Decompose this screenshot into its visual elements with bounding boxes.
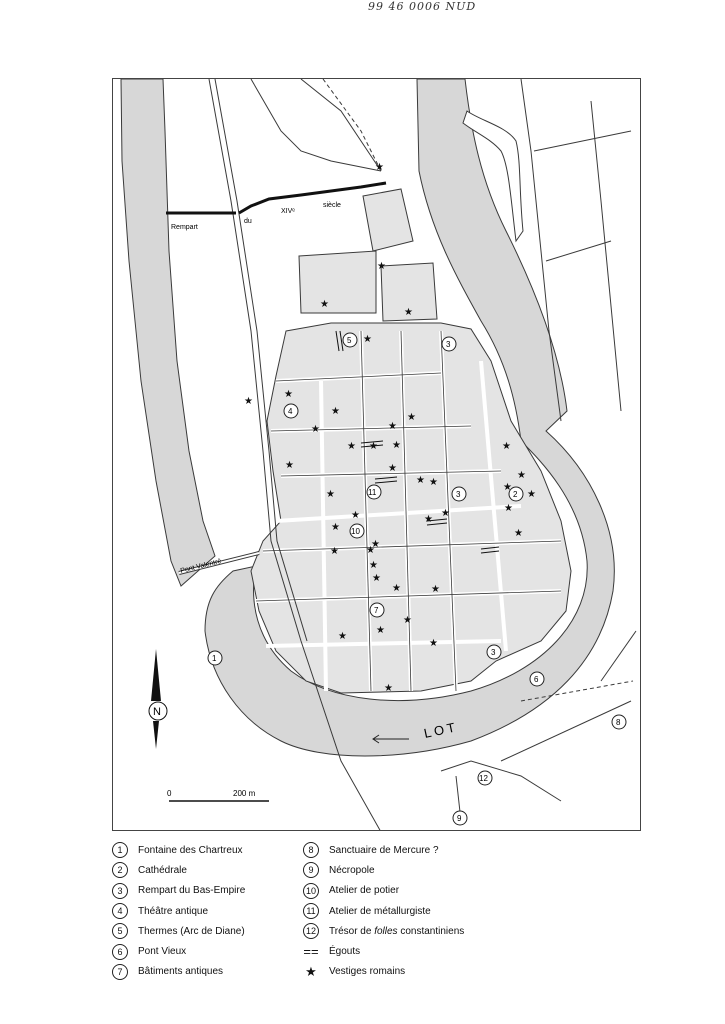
legend-label: Pont Vieux (138, 946, 187, 958)
svg-text:★: ★ (375, 162, 384, 173)
svg-text:★: ★ (284, 389, 293, 400)
svg-text:★: ★ (388, 421, 397, 432)
svg-text:★: ★ (431, 584, 440, 595)
rampart-label-3: XIVᵉ (281, 208, 295, 215)
svg-text:2: 2 (513, 490, 518, 499)
svg-text:12: 12 (479, 774, 488, 783)
site-marker-4 (284, 404, 298, 418)
site-marker-7 (370, 603, 384, 617)
legend-label: Atelier de métallurgiste (329, 905, 431, 917)
svg-text:8: 8 (616, 718, 621, 727)
rampart-label-1: Rempart (171, 224, 198, 231)
svg-text:4: 4 (288, 407, 293, 416)
svg-text:★: ★ (502, 441, 511, 452)
scale-distance: 200 m (233, 789, 256, 798)
svg-text:1: 1 (212, 654, 217, 663)
legend-item (303, 881, 464, 901)
legend-number: 10 (303, 883, 319, 899)
svg-text:★: ★ (369, 441, 378, 452)
site-marker-8 (612, 715, 626, 729)
bridge-label: Pont Valentré (179, 558, 223, 575)
legend-label: Rempart du Bas-Empire (138, 885, 246, 897)
city-north (299, 251, 376, 313)
svg-text:6: 6 (534, 675, 539, 684)
legend-label: Égouts (329, 946, 361, 958)
legend-label: Thermes (Arc de Diane) (138, 925, 245, 937)
svg-text:★: ★ (424, 514, 433, 525)
site-marker-11 (367, 485, 381, 499)
legend-item (303, 941, 464, 961)
legend-item (112, 860, 245, 880)
svg-text:★: ★ (372, 573, 381, 584)
svg-text:3: 3 (491, 648, 496, 657)
svg-text:★: ★ (326, 489, 335, 500)
svg-text:★: ★ (371, 539, 380, 550)
site-marker-3a (442, 337, 456, 351)
legend-label: Atelier de potier (329, 885, 400, 897)
legend-number: 2 (112, 862, 128, 878)
legend-number: 1 (112, 842, 128, 858)
legend-number: 8 (303, 842, 319, 858)
site-marker-6 (530, 672, 544, 686)
legend-item (303, 840, 464, 860)
site-marker-12 (478, 771, 492, 785)
legend-number: 6 (112, 944, 128, 960)
svg-text:★: ★ (369, 560, 378, 571)
legend-item (112, 962, 245, 982)
legend-left (112, 840, 245, 982)
svg-text:11: 11 (368, 488, 377, 497)
scale-bar (167, 789, 269, 801)
svg-text:7: 7 (374, 606, 379, 615)
svg-text:★: ★ (404, 307, 413, 318)
svg-text:★: ★ (403, 615, 412, 626)
svg-text:★: ★ (331, 522, 340, 533)
legend-number: 11 (303, 903, 319, 919)
legend-item (303, 901, 464, 921)
legend-number: 7 (112, 964, 128, 980)
site-marker-9 (453, 811, 467, 825)
site-marker-1 (208, 651, 222, 665)
legend-label: Bâtiments antiques (138, 966, 224, 978)
svg-text:★: ★ (514, 528, 523, 539)
legend-label: Trésor de folles constantiniens (329, 925, 465, 937)
svg-text:★: ★ (331, 406, 340, 417)
legend-item (112, 901, 245, 921)
svg-text:★: ★ (311, 424, 320, 435)
svg-text:★: ★ (366, 545, 375, 556)
legend-item (112, 921, 245, 941)
legend-item (303, 921, 464, 941)
legend-label: Nécropole (329, 864, 375, 876)
svg-text:★: ★ (377, 261, 386, 272)
rampart-label-2: du (244, 218, 252, 225)
site-marker-10 (350, 524, 364, 538)
north-arrow (149, 649, 167, 749)
svg-text:★: ★ (504, 503, 513, 514)
svg-text:3: 3 (446, 340, 451, 349)
legend-number: 5 (112, 923, 128, 939)
svg-text:★: ★ (363, 334, 372, 345)
svg-text:★: ★ (392, 583, 401, 594)
site-marker-5 (343, 333, 357, 347)
legend-number: 12 (303, 923, 319, 939)
svg-text:★: ★ (285, 460, 294, 471)
svg-text:★: ★ (320, 299, 329, 310)
legend-item (112, 881, 245, 901)
legend-right (303, 840, 464, 982)
svg-text:★: ★ (244, 396, 253, 407)
svg-text:★: ★ (441, 508, 450, 519)
svg-text:10: 10 (351, 527, 360, 536)
svg-text:★: ★ (517, 470, 526, 481)
legend-number: 3 (112, 883, 128, 899)
city-north-3 (363, 189, 413, 251)
map-frame (112, 78, 641, 831)
legend-item (303, 860, 464, 880)
legend-label: Vestiges romains (329, 966, 406, 978)
svg-text:9: 9 (457, 814, 462, 823)
svg-text:★: ★ (384, 683, 393, 694)
star-symbol: ★ (305, 963, 317, 979)
legend-label: Fontaine des Chartreux (138, 844, 243, 856)
page-code: 99 46 0006 NUD (368, 0, 477, 13)
legend-number: 9 (303, 862, 319, 878)
site-marker-3b (452, 487, 466, 501)
river-label: LOT (422, 719, 460, 741)
sewer-symbol: == (303, 944, 319, 960)
svg-text:5: 5 (347, 336, 352, 345)
legend-label: Sanctuaire de Mercure ? (329, 844, 439, 856)
svg-text:★: ★ (527, 489, 536, 500)
svg-text:★: ★ (407, 412, 416, 423)
legend-item (112, 840, 245, 860)
legend-number: 4 (112, 903, 128, 919)
svg-text:★: ★ (351, 510, 360, 521)
svg-text:★: ★ (429, 638, 438, 649)
svg-text:★: ★ (338, 631, 347, 642)
svg-text:★: ★ (429, 477, 438, 488)
svg-text:★: ★ (347, 441, 356, 452)
city-map (113, 79, 641, 831)
svg-text:★: ★ (376, 625, 385, 636)
legend-label: Théâtre antique (138, 905, 209, 917)
svg-text:★: ★ (330, 546, 339, 557)
scale-zero: 0 (167, 789, 172, 798)
rampart-label-4: siècle (323, 202, 341, 209)
svg-text:★: ★ (388, 463, 397, 474)
svg-text:★: ★ (503, 482, 512, 493)
svg-text:3: 3 (456, 490, 461, 499)
site-marker-3c (487, 645, 501, 659)
legend-item (112, 941, 245, 961)
svg-text:★: ★ (392, 440, 401, 451)
river-west (121, 79, 215, 586)
svg-text:★: ★ (416, 475, 425, 486)
north-label: N (153, 706, 161, 718)
rampart-xiv (166, 183, 386, 213)
legend-label: Cathédrale (138, 864, 187, 876)
legend-item (303, 962, 464, 982)
